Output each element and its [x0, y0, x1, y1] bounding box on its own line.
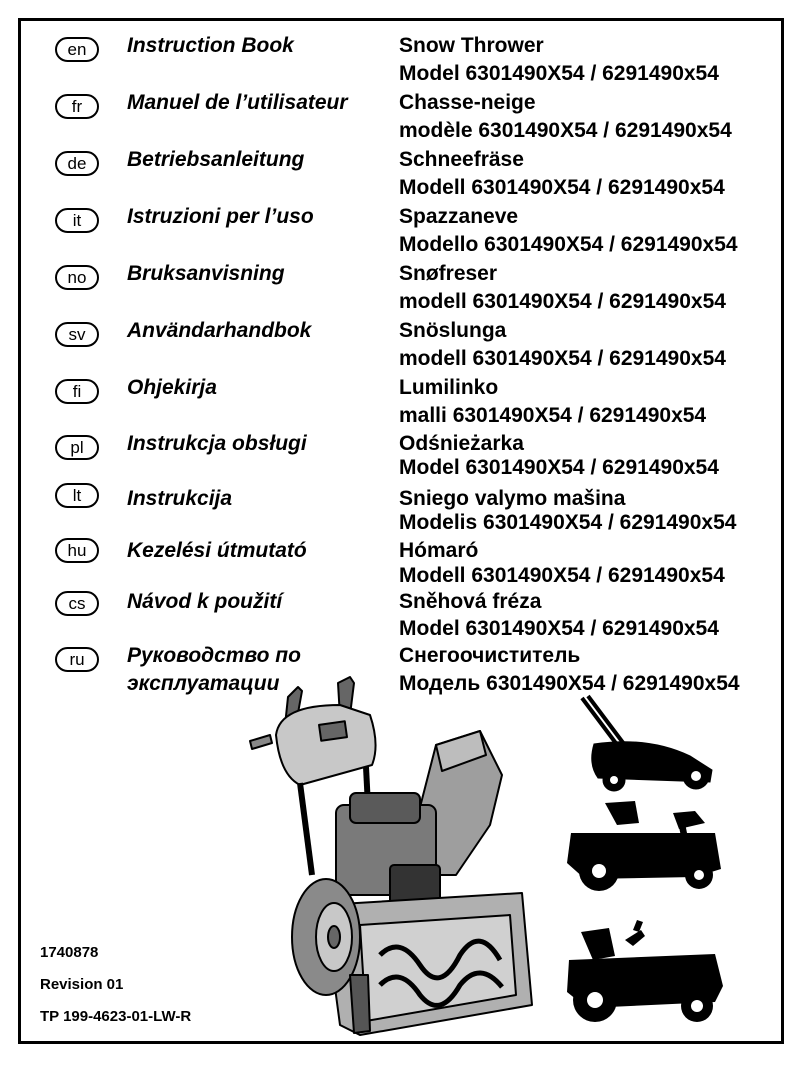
product-name: Hómaró [399, 539, 479, 562]
product-name: Snow Thrower [399, 34, 544, 57]
language-code-badge: no [55, 265, 99, 290]
manual-title-line2: эксплуатации [127, 672, 280, 695]
manual-title: Руководство по [127, 644, 301, 667]
lawn-mower-icon [578, 694, 718, 794]
manual-title: Kezelési útmutató [127, 539, 307, 562]
manual-title: Manuel de l’utilisateur [127, 91, 348, 114]
language-code-badge: pl [55, 435, 99, 460]
manual-title: Instrukcja obsługi [127, 432, 307, 455]
model-number: modell 6301490X54 / 6291490x54 [399, 347, 726, 370]
product-name: Snöslunga [399, 319, 507, 342]
product-name: Снегоочиститель [399, 644, 581, 667]
model-number: Модель 6301490X54 / 6291490x54 [399, 672, 740, 695]
language-code-badge: it [55, 208, 99, 233]
language-code-badge: cs [55, 591, 99, 616]
manual-title: Ohjekirja [127, 376, 217, 399]
model-number: Modelis 6301490X54 / 6291490x54 [399, 511, 737, 534]
product-name: Chasse-neige [399, 91, 536, 114]
model-number: Modell 6301490X54 / 6291490x54 [399, 564, 725, 587]
language-code-badge: ru [55, 647, 99, 672]
manual-title: Bruksanvisning [127, 262, 285, 285]
tp-code: TP 199-4623-01-LW-R [40, 1008, 192, 1025]
language-code-badge: fr [55, 94, 99, 119]
language-code-badge: lt [55, 483, 99, 508]
riding-mower-icon [565, 793, 725, 893]
revision-label: Revision 01 [40, 976, 124, 993]
snow-thrower-illustration [240, 675, 550, 1045]
product-name: Sněhová fréza [399, 590, 542, 613]
model-number: Model 6301490X54 / 6291490x54 [399, 456, 719, 479]
model-number: modèle 6301490X54 / 6291490x54 [399, 119, 732, 142]
manual-title: Instruction Book [127, 34, 294, 57]
product-name: Snøfreser [399, 262, 498, 285]
lawn-tractor-icon [565, 916, 725, 1026]
part-number: 1740878 [40, 944, 99, 961]
model-number: modell 6301490X54 / 6291490x54 [399, 290, 726, 313]
manual-title: Användarhandbok [127, 319, 312, 342]
product-name: Schneefräse [399, 148, 524, 171]
manual-title: Istruzioni per l’uso [127, 205, 314, 228]
language-code-badge: sv [55, 322, 99, 347]
language-code-badge: hu [55, 538, 99, 563]
product-name: Spazzaneve [399, 205, 519, 228]
manual-title: Instrukcija [127, 487, 233, 510]
language-code-badge: en [55, 37, 99, 62]
product-name: Odśnieżarka [399, 432, 524, 455]
language-code-badge: de [55, 151, 99, 176]
language-code-badge: fi [55, 379, 99, 404]
product-name: Lumilinko [399, 376, 499, 399]
product-name: Sniego valymo mašina [399, 487, 626, 510]
model-number: malli 6301490X54 / 6291490x54 [399, 404, 707, 427]
model-number: Modell 6301490X54 / 6291490x54 [399, 176, 725, 199]
manual-title: Návod k použití [127, 590, 283, 613]
model-number: Model 6301490X54 / 6291490x54 [399, 62, 719, 85]
manual-title: Betriebsanleitung [127, 148, 305, 171]
model-number: Model 6301490X54 / 6291490x54 [399, 617, 719, 640]
model-number: Modello 6301490X54 / 6291490x54 [399, 233, 738, 256]
